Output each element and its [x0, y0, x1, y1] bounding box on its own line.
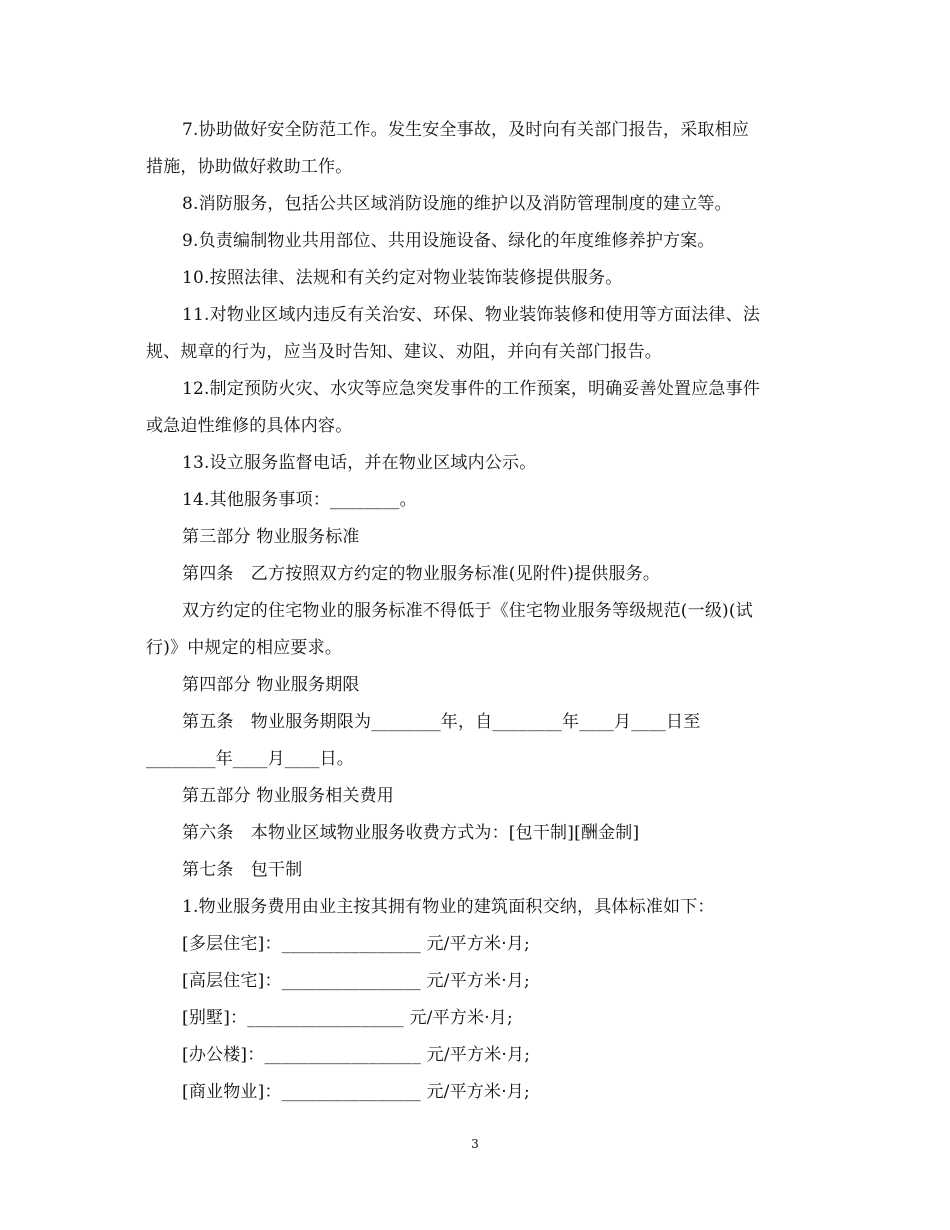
section-heading-part-5: 第五部分 物业服务相关费用 — [182, 786, 395, 806]
article-5-continued: ________年____月____日。 — [146, 749, 354, 769]
fee-line-highrise-residential: [高层住宅]：________________ 元/平方米·月; — [182, 971, 530, 991]
clause-11-continued: 规、规章的行为，应当及时告知、建议、劝阻，并向有关部门报告。 — [146, 342, 662, 362]
article-6: 第六条 本物业区域物业服务收费方式为：[包干制][酬金制] — [182, 823, 640, 843]
page-number: 3 — [471, 1137, 479, 1151]
clause-10: 10.按照法律、法规和有关约定对物业装饰装修提供服务。 — [182, 268, 623, 288]
clause-9: 9.负责编制物业共用部位、共用设施设备、绿化的年度维修养护方案。 — [182, 231, 715, 251]
service-standard-paragraph: 双方约定的住宅物业的服务标准不得低于《住宅物业服务等级规范(一级)(试 — [182, 601, 753, 621]
fee-line-multistory-residential: [多层住宅]：________________ 元/平方米·月; — [182, 934, 530, 954]
clause-14: 14.其他服务事项：________。 — [182, 490, 417, 510]
clause-13: 13.设立服务监督电话，并在物业区域内公示。 — [182, 453, 537, 473]
article-7: 第七条 包干制 — [182, 860, 303, 880]
clause-8: 8.消防服务，包括公共区域消防设施的维护以及消防管理制度的建立等。 — [182, 194, 732, 214]
article-4: 第四条 乙方按照双方约定的物业服务标准(见附件)提供服务。 — [182, 564, 661, 584]
service-standard-paragraph-continued: 行)》中规定的相应要求。 — [146, 638, 343, 658]
clause-7-continued: 措施，协助做好救助工作。 — [146, 157, 353, 177]
section-heading-part-4: 第四部分 物业服务期限 — [182, 675, 360, 695]
article-5: 第五条 物业服务期限为________年，自________年____月____日至 — [182, 712, 701, 732]
clause-12: 12.制定预防火灾、水灾等应急突发事件的工作预案，明确妥善处置应急事件 — [182, 379, 761, 399]
section-heading-part-3: 第三部分 物业服务标准 — [182, 527, 360, 547]
fee-line-office: [办公楼]：__________________ 元/平方米·月; — [182, 1045, 531, 1065]
fee-line-villa: [别墅]：__________________ 元/平方米·月; — [182, 1008, 513, 1028]
document-body — [146, 115, 806, 1114]
clause-11: 11.对物业区域内违反有关治安、环保、物业装饰装修和使用等方面法律、法 — [182, 305, 761, 325]
fee-line-commercial: [商业物业]：________________ 元/平方米·月; — [182, 1082, 530, 1102]
fee-clause-1: 1.物业服务费用由业主按其拥有物业的建筑面积交纳，具体标准如下： — [182, 897, 715, 917]
clause-7: 7.协助做好安全防范工作。发生安全事故，及时向有关部门报告，采取相应 — [182, 120, 750, 140]
clause-12-continued: 或急迫性维修的具体内容。 — [146, 416, 353, 436]
